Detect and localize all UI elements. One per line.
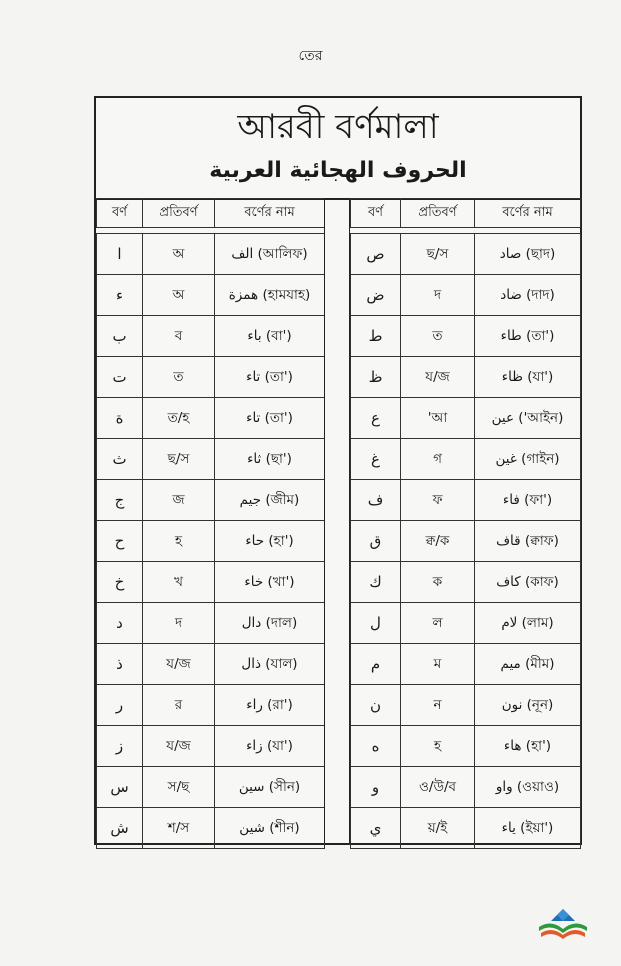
letter-cell: ع [351,398,401,439]
transliteration-cell: ত [143,357,215,398]
letter-name-cell: شين (শীন) [215,808,325,849]
header-letter: বর্ণ [97,199,143,228]
page-number: তের [298,48,323,64]
letter-name-cell: دال (দাল) [215,603,325,644]
letter-cell: ه [351,726,401,767]
letter-cell: ض [351,275,401,316]
letter-cell: ن [351,685,401,726]
transliteration-cell: জ [143,480,215,521]
transliteration-cell: র [143,685,215,726]
right-table-container [350,198,580,843]
transliteration-cell: ল [401,603,475,644]
transliteration-cell: 'আ [401,398,475,439]
table-row [351,603,581,644]
table-row [97,521,325,562]
transliteration-cell: য/জ [401,357,475,398]
table-row [351,562,581,603]
letter-name-cell: ياء (ইয়া') [475,808,581,849]
arabic-subtitle: الحروف الهجائية العربية [209,158,467,183]
left-table-body [97,228,325,849]
right-table [350,198,581,849]
transliteration-cell: ক্ব/ক [401,521,475,562]
letter-cell: ت [97,357,143,398]
table-row [351,685,581,726]
table-row [351,726,581,767]
table-row [97,603,325,644]
table-row [97,234,325,275]
letter-cell: ث [97,439,143,480]
letter-name-cell: صاد (ছাদ) [475,234,581,275]
transliteration-cell: হ [401,726,475,767]
transliteration-cell: হ [143,521,215,562]
transliteration-cell: ন [401,685,475,726]
letter-cell: ة [97,398,143,439]
letter-cell: ك [351,562,401,603]
letter-cell: د [97,603,143,644]
letter-name-cell: الف (আলিফ) [215,234,325,275]
letter-name-cell: قاف (ক্বাফ) [475,521,581,562]
alphabet-tables [96,198,580,843]
letter-name-cell: كاف (কাফ) [475,562,581,603]
letter-cell: ب [97,316,143,357]
table-row [351,234,581,275]
letter-name-cell: لام (লাম) [475,603,581,644]
letter-cell: ط [351,316,401,357]
letter-cell: غ [351,439,401,480]
letter-name-cell: تاء (তা') [215,398,325,439]
letter-name-cell: طاء (তা') [475,316,581,357]
letter-name-cell: ميم (মীম) [475,644,581,685]
letter-name-cell: نون (নূন) [475,685,581,726]
transliteration-cell: য/জ [143,726,215,767]
header-translit: প্রতিবর্ণ [401,199,475,228]
header-translit: প্রতিবর্ণ [143,199,215,228]
table-row [351,480,581,521]
table-row [351,439,581,480]
letter-name-cell: هاء (হা') [475,726,581,767]
transliteration-cell: দ [401,275,475,316]
left-table [96,198,325,849]
table-row [351,644,581,685]
transliteration-cell: ক [401,562,475,603]
right-table-body [351,228,581,849]
letter-name-cell: ظاء (যা') [475,357,581,398]
letter-name-cell: راء (রা') [215,685,325,726]
table-row [351,521,581,562]
letter-cell: ء [97,275,143,316]
transliteration-cell: ছ/স [401,234,475,275]
transliteration-cell: ছ/স [143,439,215,480]
publisher-logo-icon [535,905,591,945]
letter-name-cell: غين (গাইন) [475,439,581,480]
table-row [97,439,325,480]
transliteration-cell: ফ [401,480,475,521]
transliteration-cell: দ [143,603,215,644]
letter-cell: و [351,767,401,808]
letter-name-cell: عين ('আইন) [475,398,581,439]
letter-cell: ح [97,521,143,562]
right-header-row [351,199,581,228]
letter-name-cell: ذال (যাল) [215,644,325,685]
letter-name-cell: جيم (জীম) [215,480,325,521]
letter-name-cell: فاء (ফা') [475,480,581,521]
transliteration-cell: য়/ই [401,808,475,849]
table-row [351,398,581,439]
letter-cell: ق [351,521,401,562]
letter-cell: ش [97,808,143,849]
table-row [351,767,581,808]
letter-cell: ظ [351,357,401,398]
column-divider [324,198,350,843]
transliteration-cell: গ [401,439,475,480]
letter-cell: ص [351,234,401,275]
transliteration-cell: স/ছ [143,767,215,808]
letter-cell: ا [97,234,143,275]
transliteration-cell: অ [143,275,215,316]
transliteration-cell: ম [401,644,475,685]
transliteration-cell: ত/হ [143,398,215,439]
alphabet-frame [94,96,582,845]
letter-cell: ذ [97,644,143,685]
table-row [351,316,581,357]
transliteration-cell: ও/উ/ব [401,767,475,808]
transliteration-cell: য/জ [143,644,215,685]
letter-cell: س [97,767,143,808]
table-row [97,644,325,685]
letter-name-cell: سين (সীন) [215,767,325,808]
letter-name-cell: حاء (হা') [215,521,325,562]
letter-name-cell: تاء (তা') [215,357,325,398]
letter-name-cell: ضاد (দাদ) [475,275,581,316]
transliteration-cell: অ [143,234,215,275]
table-row [97,316,325,357]
table-row [97,767,325,808]
letter-name-cell: ثاء (ছা') [215,439,325,480]
transliteration-cell: ব [143,316,215,357]
table-row [97,808,325,849]
table-row [97,726,325,767]
letter-cell: ي [351,808,401,849]
table-row [97,357,325,398]
header-name: বর্ণের নাম [215,199,325,228]
letter-name-cell: همزة (হামযাহ) [215,275,325,316]
transliteration-cell: ত [401,316,475,357]
letter-cell: ر [97,685,143,726]
letter-name-cell: واو (ওয়াও) [475,767,581,808]
letter-name-cell: زاء (যা') [215,726,325,767]
table-row [351,275,581,316]
letter-name-cell: باء (বা') [215,316,325,357]
header-letter: বর্ণ [351,199,401,228]
letter-name-cell: خاء (খা') [215,562,325,603]
left-header-row [97,199,325,228]
table-row [97,275,325,316]
letter-cell: م [351,644,401,685]
letter-cell: ف [351,480,401,521]
left-table-container [96,198,324,843]
title-box [96,98,580,200]
header-name: বর্ণের নাম [475,199,581,228]
table-row [97,480,325,521]
table-row [97,562,325,603]
table-row [351,808,581,849]
letter-cell: ج [97,480,143,521]
table-row [351,357,581,398]
table-row [97,685,325,726]
transliteration-cell: শ/স [143,808,215,849]
letter-cell: ل [351,603,401,644]
page-title: আরবী বর্ণমালা [237,107,439,147]
letter-cell: خ [97,562,143,603]
transliteration-cell: খ [143,562,215,603]
table-row [97,398,325,439]
letter-cell: ز [97,726,143,767]
